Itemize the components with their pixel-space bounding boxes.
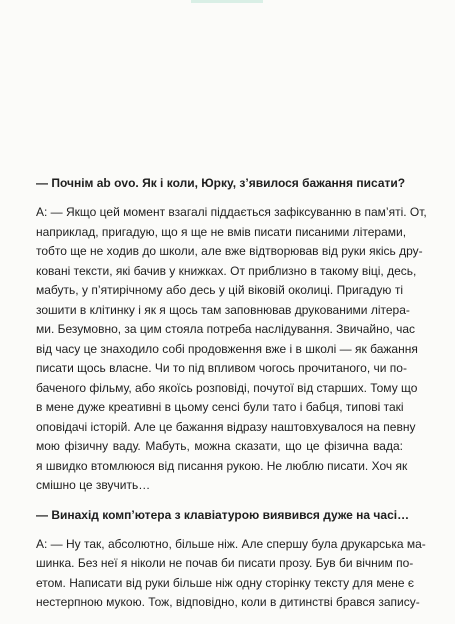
- answer-line: наприклад, пригадую, що я ще не вмів писати писаними літерами,: [36, 224, 407, 239]
- answer-line: етом. Написати від руки більше ніж одну сторінку тексту для мене є: [36, 575, 414, 590]
- answer-line: баченого фільму, або якоїсь розповіді, почутої від старших. Тому що: [36, 380, 418, 395]
- answer-line: А: — Ну так, абсолютно, більше ніж. Але спершу була друкарська ма-: [36, 536, 426, 551]
- interview-answer: [36, 203, 427, 496]
- interview-answer: [36, 535, 426, 613]
- answer-line: писати щось власне. Чи то під впливом чогось прочитаного, чи по-: [36, 361, 407, 375]
- answer-line: мою фізичну ваду. Мабуть, можна сказати, що це фізична вада:: [36, 439, 403, 453]
- answer-line: я швидко втомлююся від писання рукою. Не люблю писати. Хоч як: [36, 458, 408, 473]
- top-color-strip: [191, 0, 263, 3]
- answer-line: тобто ще не ходив до школи, але вже відтворював від руки якісь дру-: [36, 244, 423, 258]
- answer-line: ковані тексти, які бачив у книжках. От приблизно в такому віці, десь,: [36, 263, 417, 278]
- answer-line: А: — Якщо цей момент взагалі піддається зафіксуванню в пам’яті. От,: [36, 205, 427, 219]
- answer-line: ми. Безумовно, за цим стояла потреба наслідування. Звичайно, час: [36, 322, 415, 336]
- interview-question: — Винахід комп’ютера з клавіатурою виявився дуже на часі…: [36, 507, 410, 522]
- interview-question: — Почнім ab ovo. Як і коли, Юрку, з’явилося бажання писати?: [36, 176, 406, 190]
- answer-line: в мене дуже креативні в цьому сенсі були тато і бабця, типові такі: [36, 400, 404, 414]
- answer-line: від часу це знаходило собі продовження вже і в школі — як бажання: [36, 341, 418, 356]
- answer-line: смішно це звучить…: [36, 478, 151, 492]
- answer-line: нестерпною мукою. Тож, відповідно, коли в дитинстві брався запису-: [36, 595, 420, 609]
- answer-line: зошити в клітинку і як я щось там заповнював друкованими літера-: [36, 302, 410, 317]
- answer-line: оповідачі історій. Але це бажання відразу наштовхувалося на певну: [36, 419, 416, 434]
- interview-text: [36, 175, 427, 624]
- answer-line: шинка. Без неї я ніколи не почав би писати прозу. Був би вічним по-: [36, 556, 414, 570]
- answer-line: мабуть, у п’ятирічному або десь у цій віковій околиці. Пригадую ті: [36, 283, 403, 297]
